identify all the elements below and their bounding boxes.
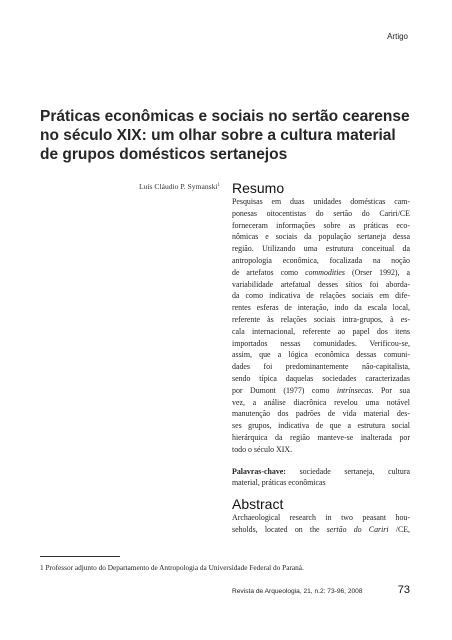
text-line: Archaeological research in two peasant hou- [232, 513, 410, 522]
title-line: Práticas econômicas e sociais no sertão cearense [40, 108, 410, 125]
text-line: forneceram informações sobre as práticas eco- [232, 220, 410, 230]
text-line: vez, a análise diacrônica revelou uma notável [232, 397, 410, 407]
text-line: referente às relações sociais intra-grupos, à es- [232, 314, 410, 324]
abstract-section [232, 496, 410, 536]
keywords [232, 466, 410, 490]
keywords-line: material, práticas econômicas [232, 478, 326, 488]
journal-citation: Revista de Arqueologia, 21, n.2: 73-96, 2008 [232, 588, 363, 595]
text-line: antropologia econômica, focalizada na noção [232, 255, 410, 265]
text-line: cala internacional, referente ao papel dos itens [232, 326, 410, 336]
text-line: importados nessas comunidades. Verificou-se, [232, 338, 410, 348]
text-line: região. Utilizando uma estrutura conceitual da [232, 244, 410, 254]
text-line: rentes esferas de interação, indo da escala local, [232, 303, 410, 313]
text-line: ponesas oitocentistas do sertão do Cariri/CE [232, 208, 410, 218]
author-footnote-marker: 1 [217, 183, 220, 188]
text-line: Pesquisas em duas unidades domésticas cam- [232, 197, 410, 206]
keywords-line [232, 466, 410, 478]
text-line: sendo típica daquelas sociedades caracterizadas [232, 373, 410, 383]
text-line: ses grupos, indicativa de que a estrutura social [232, 421, 410, 431]
title-line: no século XIX: um olhar sobre a cultura material [40, 127, 396, 144]
text-line: de artefatos como commodities (Orser 1992), a [232, 267, 410, 277]
text-line: hierárquica da região manteve-se inalterada por [232, 432, 410, 442]
resumo-body [232, 196, 410, 456]
abstract-body [232, 512, 410, 536]
keywords-label: Palavras-chave: [232, 466, 286, 476]
abstract-heading: Abstract [232, 496, 284, 512]
footnote-rule [40, 556, 120, 557]
text-line: todo o século XIX. [232, 444, 293, 454]
author-name: Luís Cláudio P. Symanski [139, 182, 218, 191]
text-line: manutenção dos padrões de vida material des- [232, 409, 410, 419]
text-line: da como indicativa de relações sociais em dife- [232, 291, 410, 301]
resumo-heading: Resumo [232, 180, 285, 196]
title-line: de grupos domésticos sertanejos [40, 146, 288, 163]
page-number: 73 [397, 584, 410, 596]
author-byline [139, 182, 220, 191]
text-line: seholds, located on the sertão do Cariri /CE, [232, 524, 410, 534]
keywords-text: sociedade sertaneja, cultura [299, 466, 410, 476]
resumo-section [232, 180, 410, 489]
text-line: dades foi predominantemente não-capitalista, [232, 362, 410, 372]
text-line: nômicas e sociais da população sertaneja dessa [232, 232, 410, 242]
section-label: Artigo [387, 32, 408, 41]
footnote: 1 Professor adjunto do Departamento de Antropologia da Universidade Federal do Paraná. [40, 563, 304, 572]
text-line: por Dumont (1977) como intrínsecas. Por sua [232, 385, 410, 395]
text-line: variabilidade artefatual desses sítios foi aborda- [232, 279, 410, 289]
article-title [40, 107, 420, 164]
text-line: assim, que a lógica econômica dessas comuni- [232, 350, 410, 360]
